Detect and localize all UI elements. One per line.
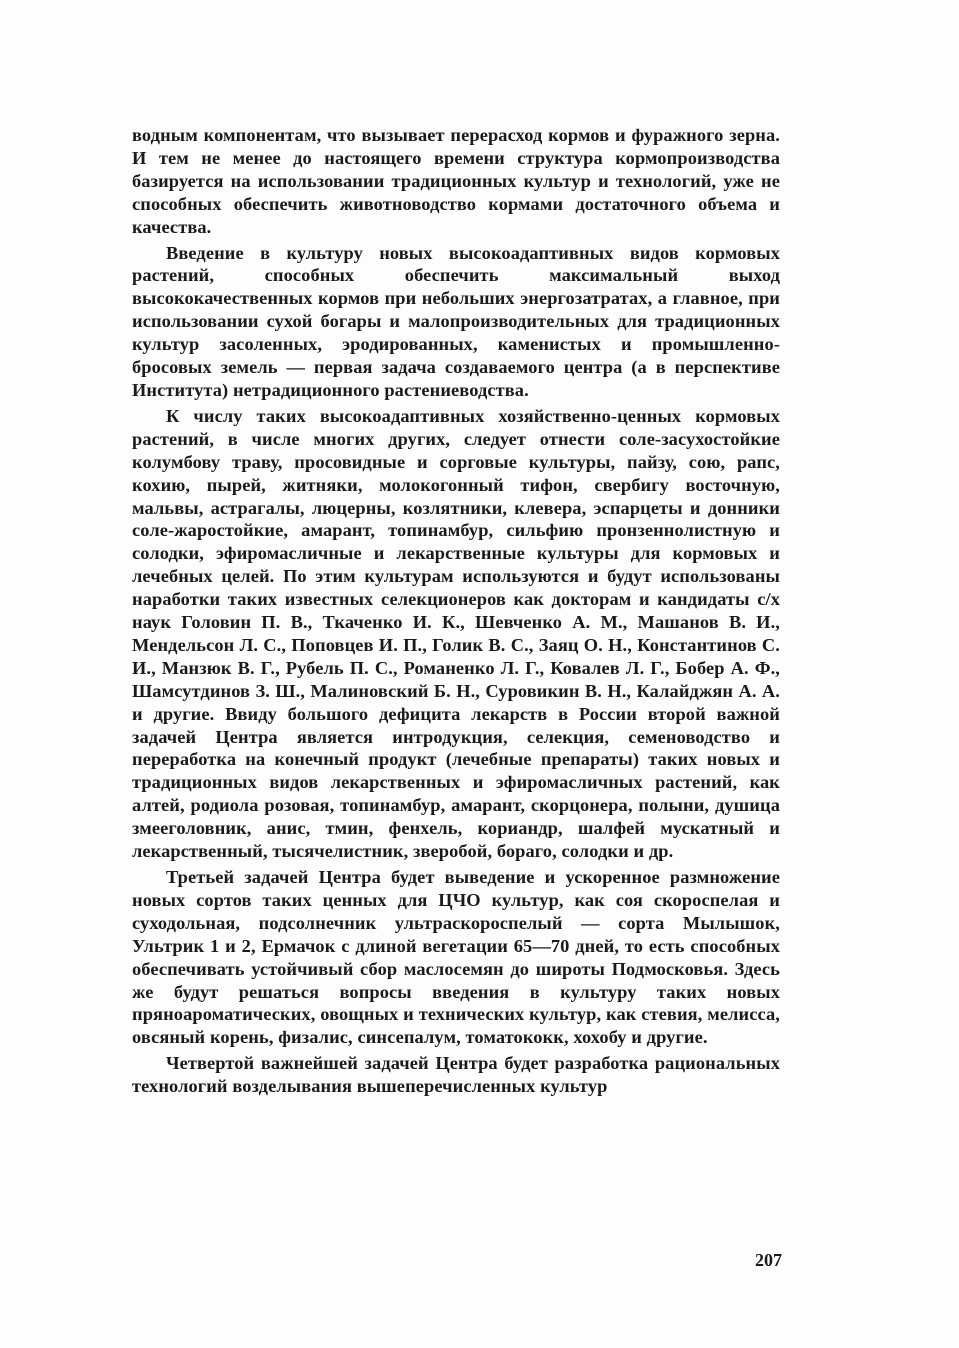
body-text	[132, 124, 780, 1101]
paragraph-first-task: Введение в культуру новых высокоадаптивных видов кормовых растений, способных обеспечить максимальный выход высококачественных кормов при небольших энергозатратах, а главное, при использовании сухой богары и малопроизводительных для традиционных культур засоленных, эродированных, каменистых и промышленно-бросовых земель — первая задача создаваемого центра (а в перспективе Института) нетрадиционного растениеводства.	[132, 242, 780, 400]
paragraph-continued: водным компонентам, что вызывает перерасход кормов и фуражного зерна. И тем не менее до настоящего времени структура кормопроизводства базируется на использовании традиционных культур и технологий, уже не способных обеспечить животноводство кормами достаточного объема и качества.	[132, 125, 780, 237]
paragraph-third-task: Третьей задачей Центра будет выведение и ускоренное размножение новых сортов таких ценных для ЦЧО культур, как соя скороспелая и суходольная, подсолнечник ультраскороспелый — сорта Мылышок, Ультрик 1 и 2, Ермачок с длиной вегетации 65—70 дней, то есть способных обеспечивать устойчивый сбор маслосемян до широты Подмосковья. Здесь же будут решаться вопросы введения в культуру таких новых пряноароматических, овощных и технических культур, как стевия, мелисса, овсяный корень, физалис, синсепалум, томатококк, хохобу и другие.	[132, 867, 780, 1048]
paragraph-fourth-task: Четвертой важнейшей задачей Центра будет разработка рациональных технологий возделывания вышеперечисленных культур	[132, 1053, 780, 1097]
page-number: 207	[755, 1250, 782, 1270]
paragraph-forage-plants: К числу таких высокоадаптивных хозяйственно-ценных кормовых растений, в числе многих других, следует отнести соле-засухостойкие колумбову траву, просовидные и сорговые культуры, пайзу, сою, рапс, кохию, пырей, житняки, молокогонный тифон, свербигу восточную, мальвы, астрагалы, люцерны, козлятники, клевера, эспарцеты и донники соле-жаростойкие, амарант, топинамбур, сильфию пронзеннолистную и солодки, эфиромасличные и лекарственные культуры для кормовых и лечебных целей. По этим культурам используются и будут использованы наработки таких известных селекционеров как докторам и кандидаты с/х наук Головин П. В., Ткаченко И. К., Шевченко А. М., Машанов В. И., Мендельсон Л. С., Поповцев И. П., Голик В. С., Заяц О. Н., Константинов С. И., Манзюк В. Г., Рубель П. С., Романенко Л. Г., Ковалев Л. Г., Бобер А. Ф., Шамсутдинов З. Ш., Малиновский Б. Н., Суровикин В. Н., Калайджян А. А. и другие. Ввиду большого дефицита лекарств в России второй важной задачей Центра является интродукция, селекция, семеноводство и переработка на конечный продукт (лечебные препараты) таких новых и традиционных видов лекарственных и эфиромасличных растений, как алтей, родиола розовая, топинамбур, амарант, скорцонера, полыни, душица змееголовник, анис, тмин, фенхель, кориандр, шалфей мускатный и лекарственный, тысячелистник, зверобой, бораго, солодки и др.	[132, 405, 780, 862]
